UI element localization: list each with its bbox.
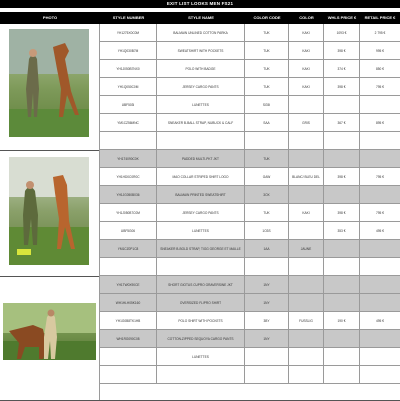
color-cell: KAKI bbox=[289, 78, 324, 96]
style-number-cell: YH1JG050B036 bbox=[100, 186, 157, 204]
wholesale-price-cell: 398 € bbox=[324, 78, 360, 96]
color-code-cell: 1NY bbox=[245, 330, 289, 348]
column-header-wholesale-price: WHLS PRICE € bbox=[327, 15, 357, 20]
wholesale-price-cell bbox=[324, 366, 360, 384]
column-header-color: COLOR bbox=[299, 15, 314, 20]
retail-price-cell: 850 € bbox=[376, 67, 384, 71]
column-header-style-name: STYLE NAME bbox=[188, 15, 214, 20]
document-title: EXIT LIST LOOKS MEN FS21 bbox=[0, 0, 400, 8]
style-name-cell bbox=[157, 258, 245, 276]
retail-price-cell: 995 € bbox=[376, 49, 384, 53]
style-name-cell: BALMAIN PRINTED SWEATSHIRT bbox=[157, 186, 245, 204]
wholesale-price-cell bbox=[324, 150, 360, 168]
color-code-cell: SAA bbox=[245, 114, 289, 132]
style-name-cell bbox=[157, 132, 245, 150]
wholesale-price-cell bbox=[324, 186, 360, 204]
wholesale-price-cell: 190 € bbox=[324, 312, 360, 330]
look-1-photo bbox=[9, 29, 89, 137]
table-row bbox=[100, 78, 400, 96]
style-number-cell: YM1CZ0P1C8 bbox=[100, 240, 157, 258]
table-row bbox=[100, 132, 400, 150]
style-name-cell: POLO SHIRT WITH POCKETS bbox=[157, 312, 245, 330]
retail-price-cell bbox=[360, 186, 400, 204]
style-number-cell: UBF5G06 bbox=[100, 222, 157, 240]
color-cell bbox=[289, 186, 324, 204]
retail-price-cell: 795 € bbox=[376, 211, 384, 215]
retail-price-cell bbox=[360, 240, 400, 258]
wholesale-price-cell bbox=[324, 330, 360, 348]
style-number-cell: YH1Q050C0M bbox=[100, 78, 157, 96]
style-name-cell: SNEAKER B-BALL STRAP, NUBUCK & CALF bbox=[157, 114, 245, 132]
wholesale-price-cell: 1093 € bbox=[324, 24, 360, 42]
color-cell bbox=[289, 150, 324, 168]
retail-price-cell bbox=[360, 348, 400, 366]
style-name-cell: JERSEY CARGO PANTS bbox=[157, 78, 245, 96]
style-name-cell: MAO COLLAR STRIPED SHIRT LOGO bbox=[157, 168, 245, 186]
style-number-cell bbox=[100, 348, 157, 366]
style-number-cell: YH1G0B8TK1HB bbox=[100, 312, 157, 330]
table-header bbox=[0, 12, 400, 24]
table-row bbox=[100, 366, 400, 384]
style-name-cell: JERSEY CARGO PANTS bbox=[157, 204, 245, 222]
table-row bbox=[100, 330, 400, 348]
style-number-cell bbox=[100, 132, 157, 150]
style-name-cell: LUNETTES bbox=[157, 348, 245, 366]
style-number-cell: YM1CZ56MNC bbox=[100, 114, 157, 132]
wholesale-price-cell: 398 € bbox=[324, 168, 360, 186]
wholesale-price-cell: 398 € bbox=[324, 204, 360, 222]
retail-price-cell: 895 € bbox=[376, 121, 384, 125]
color-code-cell: 1NY bbox=[245, 276, 289, 294]
style-number-cell: YH1T4090C0K bbox=[100, 150, 157, 168]
wholesale-price-cell bbox=[324, 96, 360, 114]
color-cell bbox=[289, 222, 324, 240]
column-header-color-code: COLOR CODE bbox=[253, 15, 281, 20]
color-cell: BLANC/ BLEU DEL bbox=[289, 168, 324, 186]
table-row bbox=[100, 312, 400, 330]
retail-price-cell: 795 € bbox=[376, 85, 384, 89]
table-row bbox=[100, 240, 400, 258]
color-code-cell: 3BY bbox=[245, 312, 289, 330]
wholesale-price-cell: 367 € bbox=[324, 114, 360, 132]
color-code-cell: TUK bbox=[245, 60, 289, 78]
style-name-cell: SHORT GIOTUS CUPRO GRAVERSINE JKT bbox=[157, 276, 245, 294]
color-code-cell: 3OX bbox=[245, 186, 289, 204]
style-number-cell: YH1J050B7NX0 bbox=[100, 60, 157, 78]
retail-price-cell bbox=[360, 294, 400, 312]
table-row bbox=[100, 42, 400, 60]
table-row bbox=[100, 150, 400, 168]
table-row bbox=[100, 168, 400, 186]
color-cell: FUSSLIG bbox=[289, 312, 324, 330]
retail-price-cell bbox=[360, 132, 400, 150]
wholesale-price-cell bbox=[324, 258, 360, 276]
color-cell: KAKI bbox=[289, 60, 324, 78]
color-code-cell: TUK bbox=[245, 204, 289, 222]
color-code-cell: GAW bbox=[245, 168, 289, 186]
retail-price-cell: 495 € bbox=[376, 319, 384, 323]
retail-price-cell bbox=[360, 366, 400, 384]
table-row bbox=[100, 204, 400, 222]
column-header-retail-price: RETAIL PRICE € bbox=[364, 15, 396, 20]
style-number-cell: YH1J050B7C0M bbox=[100, 204, 157, 222]
style-number-cell bbox=[100, 366, 157, 384]
look-3-photo bbox=[3, 303, 96, 360]
color-cell bbox=[289, 330, 324, 348]
color-cell: KAKI bbox=[289, 204, 324, 222]
wholesale-price-cell bbox=[324, 276, 360, 294]
style-name-cell: OVERSIZED FLIPRO SHIRT bbox=[157, 294, 245, 312]
color-code-cell bbox=[245, 348, 289, 366]
style-name-cell bbox=[157, 366, 245, 384]
style-name-cell: POLO WITH BADGE bbox=[157, 60, 245, 78]
color-cell: GRIS bbox=[289, 114, 324, 132]
wholesale-price-cell bbox=[324, 348, 360, 366]
color-code-cell: TUK bbox=[245, 42, 289, 60]
retail-price-cell: 2 795 € bbox=[374, 31, 386, 35]
column-header-photo: PHOTO bbox=[42, 15, 58, 20]
style-name-cell: BALMAIN UNLINED COTTON PARKA bbox=[157, 24, 245, 42]
table-row bbox=[100, 114, 400, 132]
style-number-cell: UBF503I bbox=[100, 96, 157, 114]
table-row bbox=[100, 186, 400, 204]
table-row bbox=[100, 258, 400, 276]
color-cell bbox=[289, 96, 324, 114]
column-header-style-number: STYLE NUMBER bbox=[112, 15, 145, 20]
color-code-cell: TUK bbox=[245, 24, 289, 42]
table-row bbox=[100, 348, 400, 366]
retail-price-cell bbox=[360, 150, 400, 168]
color-cell bbox=[289, 276, 324, 294]
retail-price-cell: 795 € bbox=[376, 175, 384, 179]
color-cell bbox=[289, 132, 324, 150]
color-code-cell bbox=[245, 366, 289, 384]
color-cell: KAKI bbox=[289, 24, 324, 42]
style-number-cell bbox=[100, 258, 157, 276]
table-row bbox=[100, 24, 400, 42]
color-cell bbox=[289, 258, 324, 276]
style-name-cell: LUNETTES bbox=[157, 96, 245, 114]
style-name-cell: PADDED MULTI-PKT JKT bbox=[157, 150, 245, 168]
color-code-cell: 1NY bbox=[245, 294, 289, 312]
color-cell bbox=[289, 348, 324, 366]
color-code-cell: TUK bbox=[245, 150, 289, 168]
wholesale-price-cell: 374 € bbox=[324, 60, 360, 78]
retail-price-cell: 495 € bbox=[376, 229, 384, 233]
table-row bbox=[100, 276, 400, 294]
wholesale-price-cell: 353 € bbox=[324, 222, 360, 240]
color-cell bbox=[289, 294, 324, 312]
wholesale-price-cell bbox=[324, 294, 360, 312]
color-code-cell: 1O3S bbox=[245, 222, 289, 240]
style-number-cell: YH1Q030B7M bbox=[100, 42, 157, 60]
wholesale-price-cell bbox=[324, 132, 360, 150]
retail-price-cell bbox=[360, 258, 400, 276]
table-row bbox=[100, 294, 400, 312]
wholesale-price-cell: 398 € bbox=[324, 42, 360, 60]
color-code-cell bbox=[245, 258, 289, 276]
wholesale-price-cell bbox=[324, 240, 360, 258]
retail-price-cell bbox=[360, 330, 400, 348]
table-row bbox=[100, 222, 400, 240]
color-cell bbox=[289, 366, 324, 384]
look-2-photo bbox=[9, 157, 89, 265]
color-cell: KAKI bbox=[289, 42, 324, 60]
style-name-cell: COTTON-ZIPPED SEQUOYA CARGO PANTS bbox=[157, 330, 245, 348]
table-row bbox=[100, 60, 400, 78]
color-code-cell: 1AA bbox=[245, 240, 289, 258]
style-number-cell: YH1HD0C0R0C bbox=[100, 168, 157, 186]
retail-price-cell bbox=[360, 96, 400, 114]
style-name-cell: SWEATSHIRT WITH POCKETS bbox=[157, 42, 245, 60]
style-number-cell: WH1HLH05K160 bbox=[100, 294, 157, 312]
color-cell: JAUNE bbox=[289, 240, 324, 258]
style-number-cell: WH1RG090C08 bbox=[100, 330, 157, 348]
style-name-cell: SNEAKER B-BOLD STRAP, TIGG GEORGE ET MAILLE bbox=[157, 240, 245, 258]
retail-price-cell bbox=[360, 276, 400, 294]
style-name-cell: LUNETTES bbox=[157, 222, 245, 240]
color-code-cell bbox=[245, 132, 289, 150]
table-row bbox=[100, 96, 400, 114]
style-number-cell: YH1275X0C0M bbox=[100, 24, 157, 42]
color-code-cell: SG5I bbox=[245, 96, 289, 114]
style-number-cell: YH1TW0X90CE bbox=[100, 276, 157, 294]
color-code-cell: TUK bbox=[245, 78, 289, 96]
